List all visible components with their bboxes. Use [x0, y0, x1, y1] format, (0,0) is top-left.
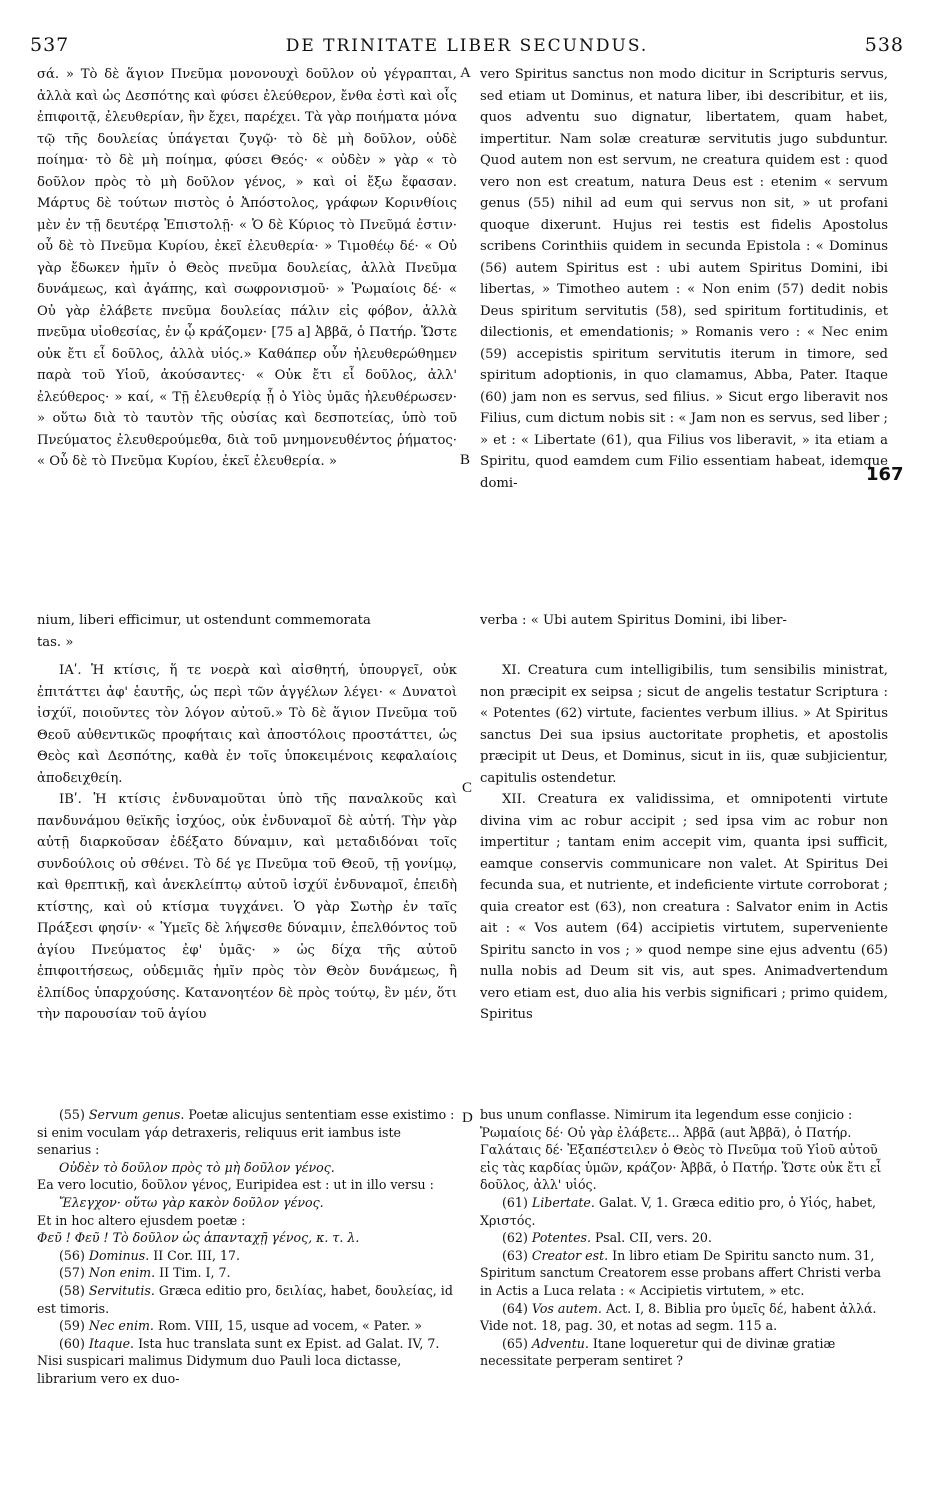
page-number-right: 538	[864, 34, 904, 56]
footnote-60: (60) Itaque. Ista huc translata sunt ex Epist. ad Galat. IV, 7. Nisi suspicari malimus Didymum duo Pauli loca dictasse, librarium vero ex duo-	[37, 1335, 440, 1386]
footnote-55: (55) Servum genus. Poetæ alicujus sententiam esse existimo : si enim voculam γάρ detraxeris, reliquus erit iambus iste senarius :	[37, 1107, 455, 1158]
margin-mark-d: D	[462, 1110, 473, 1126]
footnote-57: (57) Non enim. II Tim. I, 7.	[59, 1265, 231, 1281]
footnote-verse: Οὐδὲν τὸ δοῦλον πρὸς τὸ μὴ δοῦλον γένος.	[59, 1159, 335, 1175]
latin-paragraph: vero Spiritus sanctus non modo dicitur in Scripturis servus, sed etiam ut Dominus, et natura liber, ibi describitur, et iis, quos adventu suo dignatur, libertatem, quam habet, impertitur. Nam solæ creaturæ servitutis jugo subduntur. Quod autem non est servum, ne creatura quidem est : quod vero non est creatum, natura Deus est : etenim « servum genus (55) nihil ad eum qui servus non sit, » ut profani quoque dixerunt. Hujus rei testis est fidelis Apostolus scribens Corinthiis quidem in secunda Epistola : « Dominus (56) autem Spiritus est : ubi autem Spiritus Domini, ibi libertas, » Timotheo autem : « Non enim (57) dedit nobis Deus spiritum servitutis (58), sed spiritum fortitudinis, et dilectionis, et emendationis; » Romanis vero : « Nec enim (59) accepistis spiritum servitutis iterum in timore, sed spiritum adoptionis, in quo clamamus, Abba, Pater. Itaque (60) jam non es servus, sed filius. » Sicut ergo liberavit nos Filius, cum dictum nobis sit : « Jam non es servus, sed liber ; » et : « Libertate (61), qua Filius vos liberavit, » ita etiam a Spiritu, quod eamdem cum Filio essentiam habeat, idemque domi-	[480, 67, 888, 491]
latin-column-bottom	[480, 660, 888, 1026]
greek-column-top	[37, 64, 457, 473]
footnote-text: Ea vero locutio, δοῦλον γένος, Euripidea est : ut in illo versu :	[37, 1177, 434, 1193]
margin-mark-c: C	[462, 780, 473, 796]
footnote-verse: Ἔλεγχον· οὕτω γὰρ κακὸν δοῦλον γένος.	[59, 1194, 324, 1210]
footnote-text: Et in hoc altero ejusdem poetæ :	[37, 1212, 246, 1228]
latin-section-12: XII. Creatura ex validissima, et omnipotenti virtute divina vim ac robur accipit ; sed ipsa vim ac robur non impertitur ; tantam enim accepit vim, quanta ipsi sufficit, eamque conservis communicare non valet. At Spiritus Dei fecunda sua, et nutriente, et indeficiente virtute corroborat ; quia creator est (63), non creatura : Salvator enim in Actis ait : « Vos autem (64) accipietis virtutem, superveniente Spiritu sancto in vos ; » quod nempe sine ejus adventu (65) nulla nobis ad Deum sit vis, aut spes. Animadvertendum vero etiam est, duo alia his verbis significari ; primo quidem, Spiritus	[480, 792, 888, 1022]
spanning-line-end: tas. »	[37, 634, 74, 650]
footnote-64: (64) Vos autem. Act. I, 8. Biblia pro ὑμεῖς δέ, habent ἀλλά. Vide not. 18, pag. 30, et notas ad segm. 115 a.	[480, 1300, 877, 1334]
footnotes-right	[480, 1106, 888, 1370]
greek-section-11: ΙΑʹ. Ἡ κτίσις, ἥ τε νοερὰ καὶ αἰσθητή, ὑπουργεῖ, οὐκ ἐπιτάττει ἀφ' ἑαυτῆς, ὡς περὶ τῶν ἀγγέλων λέγει· « Δυνατοὶ ἰσχύϊ, ποιοῦντες τὸν λόγον αὐτοῦ.» Τὸ δὲ ἅγιον Πνεῦμα τοῦ Θεοῦ αὐθεντικῶς προφήταις καὶ ἀποστόλοις προστάττει, ὡς Θεὸς καὶ Δεσπότης, καθὰ ἐν τοῖς ὑποκειμένοις κεφαλαίοις ἀποδειχθείη.	[37, 663, 457, 786]
latin-section-11: XI. Creatura cum intelligibilis, tum sensibilis ministrat, non præcipit ex seipsa ; sicut de angelis testatur Scriptura : « Potentes (62) virtute, facientes verbum illius. » At Spiritus sanctus Dei sua ipsius auctoritate prophetis, et apostolis præcipit ut Deus, et Dominus, sicut in iis, quæ subjicientur, capitulis ostendetur.	[480, 663, 888, 786]
margin-number-167: 167	[866, 464, 904, 485]
footnote-65: (65) Adventu. Itane loqueretur qui de divinæ gratiæ necessitate perperam sentiret ?	[480, 1335, 836, 1369]
running-header	[30, 34, 904, 56]
margin-mark-a: A	[460, 65, 471, 81]
footnotes-left	[37, 1106, 457, 1388]
footnote-58: (58) Servitutis. Græca editio pro, δειλίας, habet, δουλείας, id est timoris.	[37, 1282, 453, 1316]
footnote-63: (63) Creator est. In libro etiam De Spiritu sancto num. 31, Spiritum sanctum Creatorem esse probans affert Christi verba in Actis a Luca relata : « Accipietis virtutem, » etc.	[480, 1247, 881, 1298]
greek-section-12: ΙΒʹ. Ἡ κτίσις ἐνδυναμοῦται ὑπὸ τῆς παναλκοῦς καὶ πανδυνάμου θεϊκῆς ἰσχύος, οὐκ ἐνδυναμοῖ δὲ αὐτή. Τὴν γὰρ αὐτῇ διαρκοῦσαν ἐδέξατο δύναμιν, καὶ μεταδιδόναι τοῖς συνδούλοις οὐ σθένει. Τὸ δέ γε Πνεῦμα τοῦ Θεοῦ, τῇ γονίμῳ, καὶ θρεπτικῇ, καὶ ἀνεκλείπτῳ αὐτοῦ ἰσχύϊ ἐνδυναμοῖ, ἐπειδὴ κτίστης, καὶ οὐ κτίσμα τυγχάνει. Ὁ γὰρ Σωτὴρ ἐν ταῖς Πράξεσι φησίν· « Ὑμεῖς δὲ λήψεσθε δύναμιν, ἐπελθόντος τοῦ ἁγίου Πνεύματος ἐφ' ὑμᾶς· » ὡς δίχα τῆς αὐτοῦ ἐπιφοιτήσεως, οὐδεμιᾶς ἡμῖν πρὸς τὸν Θεὸν δυνάμεως, ἢ ἐλπίδος ὑπαρχούσης. Κατανοητέον δὲ πρὸς τούτῳ, ἓν μέν, ὅτι τὴν παρουσίαν τοῦ ἁγίου	[37, 792, 457, 1022]
page-number-left: 537	[30, 34, 70, 56]
footnote-62: (62) Potentes. Psal. CII, vers. 20.	[502, 1230, 712, 1246]
footnote-verse: Φεῦ ! Φεῦ ! Τὸ δοῦλον ὡς ἁπανταχῇ γένος, κ. τ. λ.	[37, 1230, 360, 1246]
running-title: DE TRINITATE LIBER SECUNDUS.	[285, 36, 649, 56]
greek-paragraph: σά. » Τὸ δὲ ἅγιον Πνεῦμα μονονουχὶ δοῦλον οὐ γέγραπται, ἀλλὰ καὶ ὡς Δεσπότης καὶ φύσει ἐλεύθερον, ἔνθα ἐστὶ καὶ οἷς ἐπιφοιτᾷ, ἐλευθερίαν, ἣν ἔχει, παρέχει. Τὰ γὰρ ποιήματα μόνα τῷ τῆς δουλείας ὑπάγεται ζυγῷ· τὸ δὲ μὴ δοῦλον, οὐδὲ ποίημα· τὸ δὲ μὴ ποίημα, φύσει Θεός· « οὐδὲν » γὰρ « τὸ δοῦλον πρὸς τὸ μὴ δοῦλον γένος, » καὶ οἱ ἔξω ἔφασαν. Μάρτυς δὲ τούτων πιστὸς ὁ Ἀπόστολος, γράφων Κορινθίοις μὲν ἐν τῇ δευτέρᾳ Ἐπιστολῇ· « Ὁ δὲ Κύριος τὸ Πνεῦμά ἐστιν· οὗ δὲ τὸ Πνεῦμα Κυρίου, ἐκεῖ ἐλευθερία· » Τιμοθέῳ δέ· « Οὐ γὰρ ἔδωκεν ἡμῖν ὁ Θεὸς πνεῦμα δουλείας, ἀλλὰ Πνεῦμα δυνάμεως, καὶ ἀγάπης, καὶ σωφρονισμοῦ· » Ῥωμαίοις δέ· « Οὐ γὰρ ἐλάβετε πνεῦμα δουλείας πάλιν εἰς φόβον, ἀλλὰ πνεῦμα υἱοθεσίας, ἐν ᾧ κράζομεν· [75 a] Ἀββᾶ, ὁ Πατήρ. Ὥστε οὐκ ἔτι εἶ δοῦλος, ἀλλὰ υἱός.» Καθάπερ οὖν ἠλευθερώθημεν παρὰ τοῦ Υἱοῦ, ἀκούσαντες· « Οὐκ ἔτι εἶ δοῦλος, ἀλλ' ἐλεύθερος· » καί, « Τῇ ἐλευθερίᾳ ᾗ ὁ Υἱὸς ὑμᾶς ἠλευθέρωσεν· » οὕτω διὰ τὸ ταυτὸν τῆς οὐσίας καὶ δεσποτείας, ὑπὸ τοῦ Πνεύματος ἐλευθερούμεθα, διὰ τοῦ μνημονευθέντος ῥήματος· « Οὗ δὲ τὸ Πνεῦμα Κυρίου, ἐκεῖ ἐλευθερία. »	[37, 67, 457, 469]
footnote-60-continued: bus unum conflasse. Nimirum ita legendum esse conjicio : Ῥωμαίοις δέ· Οὐ γὰρ ἐλάβετε... Ἀββᾶ (aut Ἀββᾶ), ὁ Πατήρ. Γαλάταις δέ· Ἐξαπέστειλεν ὁ Θεὸς τὸ Πνεῦμα τοῦ Υἱοῦ αὐτοῦ εἰς τὰς καρδίας ὑμῶν, κράζον· Ἀββᾶ, ὁ Πατήρ. Ὥστε οὐκ ἔτι εἶ δοῦλος, ἀλλ' υἱός.	[480, 1107, 882, 1193]
greek-column-bottom	[37, 660, 457, 1026]
spanning-line-right: verba : « Ubi autem Spiritus Domini, ibi liber-	[480, 613, 787, 628]
spanning-line-left: nium, liberi efficimur, ut ostendunt commemorata	[37, 613, 371, 628]
footnote-61: (61) Libertate. Galat. V, 1. Græca editio pro, ὁ Υἱός, habet, Χριστός.	[480, 1194, 877, 1228]
footnote-59: (59) Nec enim. Rom. VIII, 15, usque ad vocem, « Pater. »	[59, 1318, 422, 1334]
footnote-56: (56) Dominus. II Cor. III, 17.	[59, 1247, 241, 1263]
latin-column-top	[480, 64, 888, 494]
margin-mark-b: B	[460, 452, 471, 468]
